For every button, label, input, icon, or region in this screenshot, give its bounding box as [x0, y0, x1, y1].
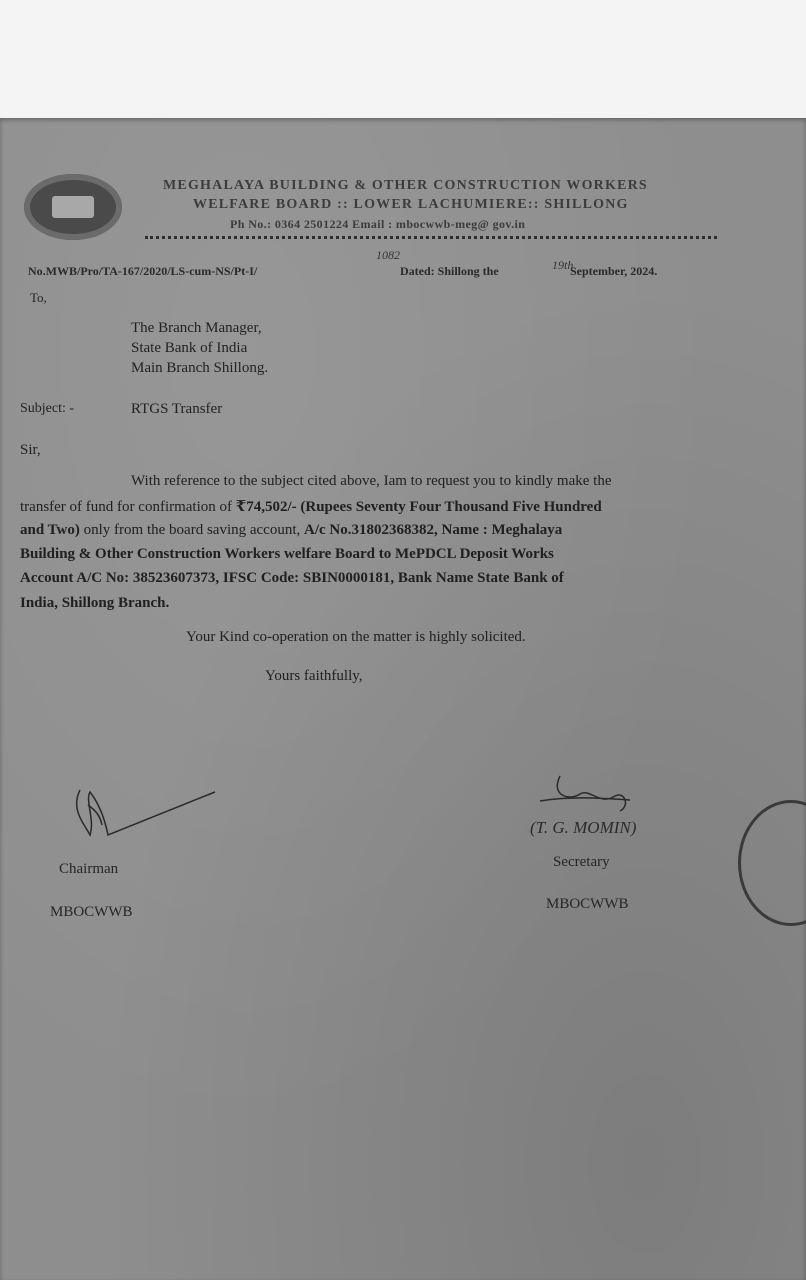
letter-page: [0, 118, 806, 1280]
body-line-2a: transfer of fund for confirmation of: [20, 499, 236, 515]
secretary-org: MBOCWWB: [546, 896, 629, 912]
date-text: September, 2024.: [570, 264, 658, 278]
body-line-3b: only from the board saving account,: [79, 522, 304, 538]
chairman-org: MBOCWWB: [50, 904, 133, 920]
body-line-3a: and Two): [20, 522, 80, 538]
secretary-signature: [530, 766, 650, 826]
board-logo: [24, 174, 122, 240]
subject-text: RTGS Transfer: [131, 401, 223, 417]
addressee-line-3: Main Branch Shillong.: [131, 360, 269, 376]
closing-valediction: Yours faithfully,: [265, 668, 363, 684]
account-number-text: A/c No.31802368382, Name : Meghalaya: [304, 522, 563, 538]
handwritten-day: 19th: [552, 258, 574, 272]
chairman-signature: [60, 780, 230, 860]
body-line-2: [20, 497, 602, 516]
body-line-5: Account A/C No: 38523607373, IFSC Code: SBIN0000181, Bank Name State Bank of: [20, 570, 564, 586]
addressee-line-2: State Bank of India: [131, 340, 248, 356]
to-label: To,: [30, 290, 47, 305]
secretary-title: Secretary: [553, 854, 610, 870]
body-line-3: [20, 522, 562, 539]
salutation: Sir,: [20, 442, 41, 458]
body-line-6: India, Shillong Branch.: [20, 595, 170, 611]
letterhead-line-1: MEGHALAYA BUILDING & OTHER CONSTRUCTION WORKERS: [163, 178, 648, 193]
body-line-4: Building & Other Construction Workers welfare Board to MePDCL Deposit Works: [20, 546, 554, 562]
letterhead-line-2: WELFARE BOARD :: LOWER LACHUMIERE:: SHILLONG: [193, 197, 629, 212]
reference-number: No.MWB/Pro/TA-167/2020/LS-cum-NS/Pt-I/: [28, 264, 258, 278]
dated-label: Dated: Shillong the: [400, 264, 499, 278]
secretary-handwritten-name: (T. G. MOMIN): [530, 818, 637, 837]
letterhead-divider: [145, 236, 717, 239]
amount-text: ₹74,502/- (Rupees Seventy Four Thousand Five Hundred: [235, 499, 602, 515]
letterhead-contact: Ph No.: 0364 2501224 Email : mbocwwb-meg@ gov.in: [230, 217, 526, 231]
closing-request: Your Kind co-operation on the matter is highly solicited.: [186, 629, 526, 645]
chairman-title: Chairman: [59, 861, 119, 877]
subject-label: Subject: -: [20, 401, 75, 416]
handwritten-reference-no: 1082: [376, 248, 400, 262]
background-surface: [0, 0, 806, 130]
body-line-1: With reference to the subject cited above, Iam to request you to kindly make the: [131, 473, 612, 489]
addressee-line-1: The Branch Manager,: [131, 320, 262, 336]
